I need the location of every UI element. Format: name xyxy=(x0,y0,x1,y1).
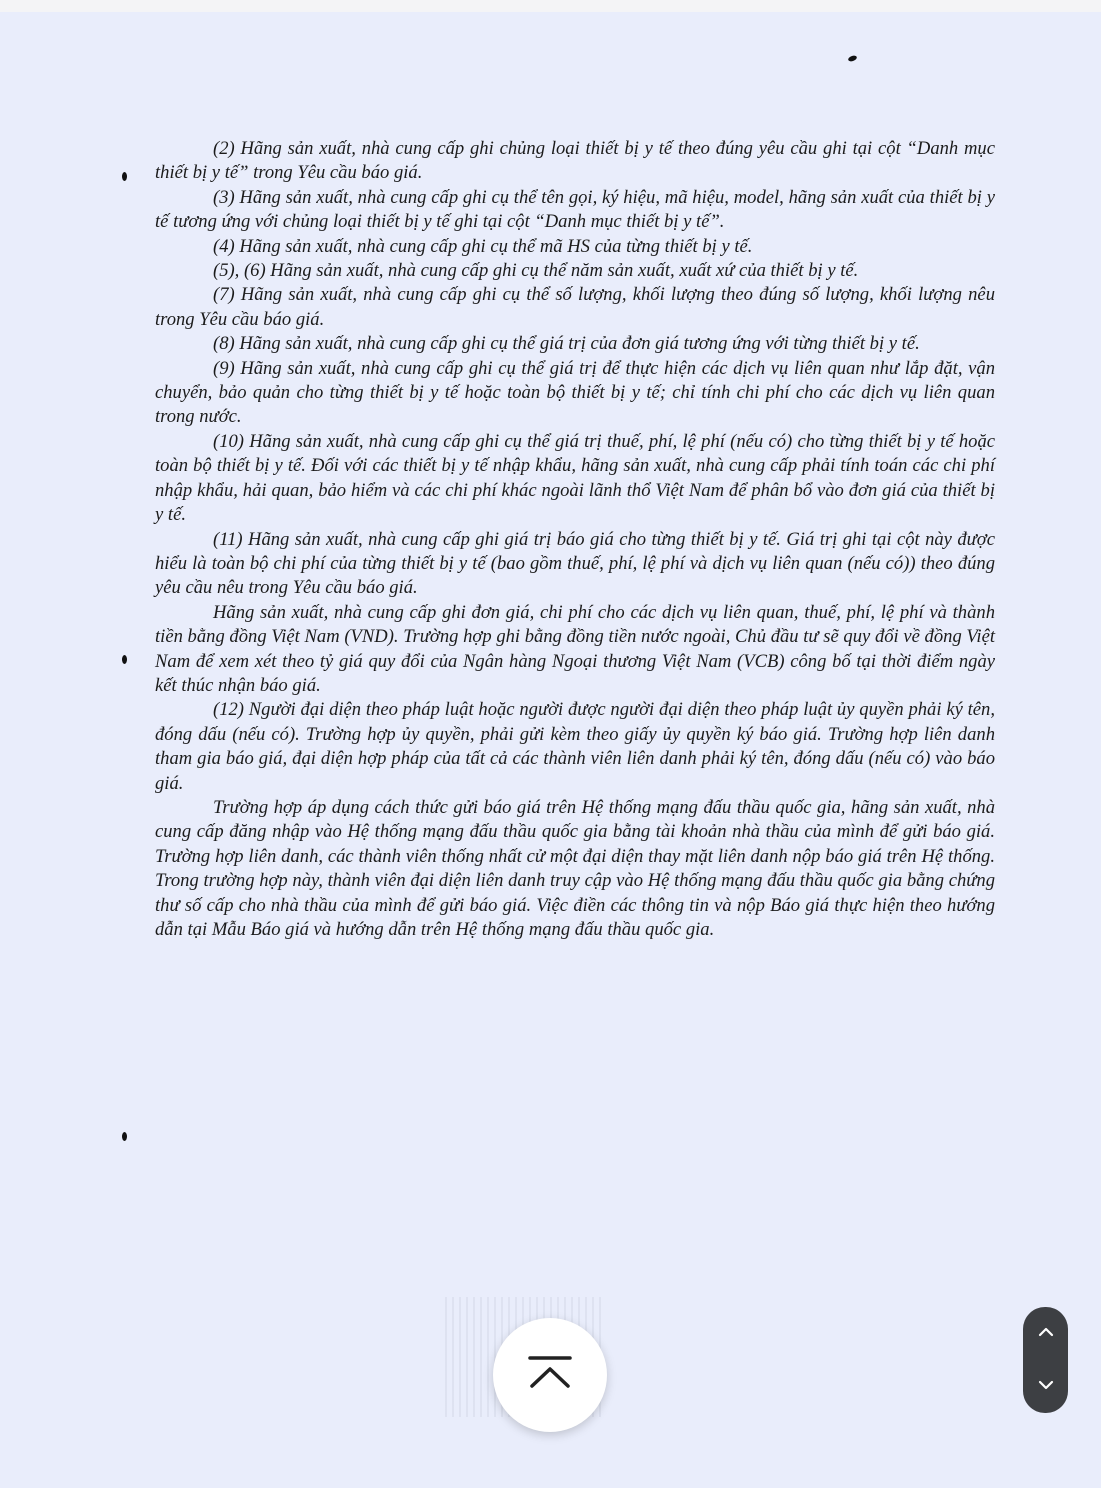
note-7-paragraph: (7) Hãng sản xuất, nhà cung cấp ghi cụ thể số lượng, khối lượng theo đúng số lượng, khối lượng nêu trong Yêu cầu báo giá. xyxy=(155,284,995,330)
chevron-up-icon xyxy=(1037,1325,1055,1343)
note-8-paragraph: (8) Hãng sản xuất, nhà cung cấp ghi cụ thể giá trị của đơn giá tương ứng với từng thiết bị y tế. xyxy=(213,333,920,355)
note-3-paragraph: (3) Hãng sản xuất, nhà cung cấp ghi cụ thể tên gọi, ký hiệu, mã hiệu, model, hãng sản xuất của thiết bị y tế tương ứng với chủng loại thiết bị y tế ghi tại cột “Danh mục thiết bị y tế”. xyxy=(155,186,995,233)
note-9-paragraph: (9) Hãng sản xuất, nhà cung cấp ghi cụ thể giá trị để thực hiện các dịch vụ liên quan như lắp đặt, vận chuyển, bảo quản cho từng thiết bị y tế hoặc toàn bộ thiết bị y tế; chỉ tính chi phí cho các dịch vụ liên quan trong nước. xyxy=(155,357,995,428)
chevron-down-icon xyxy=(1037,1378,1055,1396)
note-11-paragraph: (11) Hãng sản xuất, nhà cung cấp ghi giá trị báo giá cho từng thiết bị y tế. Giá trị ghi tại cột này được hiểu là toàn bộ chi phí của từng thiết bị y tế (bao gồm thuế, phí, lệ phí và dịch vụ liên quan (nếu có)) theo đúng yêu cầu nêu trong Yêu cầu báo giá. xyxy=(155,528,995,599)
note-12-paragraph: (12) Người đại diện theo pháp luật hoặc người được người đại diện theo pháp luật ủy quyền phải ký tên, đóng dấu (nếu có). Trường hợp ủy quyền, phải gửi kèm theo giấy ủy quyền ký báo giá. Trường hợp liên danh tham gia báo giá, đại diện hợp pháp của tất cả các thành viên liên danh phải ký tên, đóng dấu (nếu có) vào báo giá. xyxy=(155,699,995,794)
note-2-paragraph: (2) Hãng sản xuất, nhà cung cấp ghi chủng loại thiết bị y tế theo đúng yêu cầu ghi tại cột “Danh mục thiết bị y tế” trong Yêu cầu báo giá. xyxy=(155,138,995,184)
note-4-paragraph: (4) Hãng sản xuất, nhà cung cấp ghi cụ thể mã HS của từng thiết bị y tế. xyxy=(213,235,753,257)
scan-speck xyxy=(122,1132,127,1141)
note-5-6-paragraph: (5), (6) Hãng sản xuất, nhà cung cấp ghi cụ thể năm sản xuất, xuất xứ của thiết bị y tế. xyxy=(213,260,859,282)
scan-speck xyxy=(847,55,857,63)
scan-speck xyxy=(122,172,127,181)
e-bidding-paragraph: Trường hợp áp dụng cách thức gửi báo giá trên Hệ thống mạng đấu thầu quốc gia, hãng sản xuất, nhà cung cấp đăng nhập vào Hệ thống mạng đấu thầu quốc gia bằng tài khoản nhà thầu của mình để gửi báo giá. Trường hợp liên danh, các thành viên thống nhất cử một đại diện thay mặt liên danh nộp báo giá trên Hệ thống. Trong trường hợp này, thành viên đại diện liên danh truy cập vào Hệ thống mạng đấu thầu quốc gia bằng chứng thư số cấp cho nhà thầu của mình để gửi báo giá. Việc điền các thông tin và nộp Báo giá thực hiện theo hướng dẫn tại Mẫu Báo giá và hướng dẫn trên Hệ thống mạng đấu thầu quốc gia. xyxy=(155,796,995,940)
scan-speck xyxy=(122,655,127,664)
page-down-button[interactable] xyxy=(1023,1360,1068,1413)
scanned-page xyxy=(0,12,1101,1488)
back-to-top-icon xyxy=(526,1355,574,1396)
document-body xyxy=(155,137,995,942)
page-up-button[interactable] xyxy=(1023,1307,1068,1360)
note-10-paragraph: (10) Hãng sản xuất, nhà cung cấp ghi cụ thể giá trị thuế, phí, lệ phí (nếu có) cho từng thiết bị y tế hoặc toàn bộ thiết bị y tế. Đối với các thiết bị y tế nhập khẩu, hãng sản xuất, nhà cung cấp phải tính toán các chi phí nhập khẩu, hải quan, bảo hiểm và các chi phí khác ngoài lãnh thổ Việt Nam để phân bổ vào đơn giá của thiết bị y tế. xyxy=(155,430,995,526)
back-to-top-button[interactable] xyxy=(493,1318,607,1432)
currency-paragraph: Hãng sản xuất, nhà cung cấp ghi đơn giá, chi phí cho các dịch vụ liên quan, thuế, phí, lệ phí và thành tiền bằng đồng Việt Nam (VND). Trường hợp ghi bằng đồng tiền nước ngoài, Chủ đầu tư sẽ quy đổi về đồng Việt Nam để xem xét theo tỷ giá quy đổi của Ngân hàng Ngoại thương Việt Nam (VCB) công bố tại thời điểm ngày kết thúc nhận báo giá. xyxy=(155,601,995,696)
page-navigation xyxy=(1023,1307,1068,1413)
